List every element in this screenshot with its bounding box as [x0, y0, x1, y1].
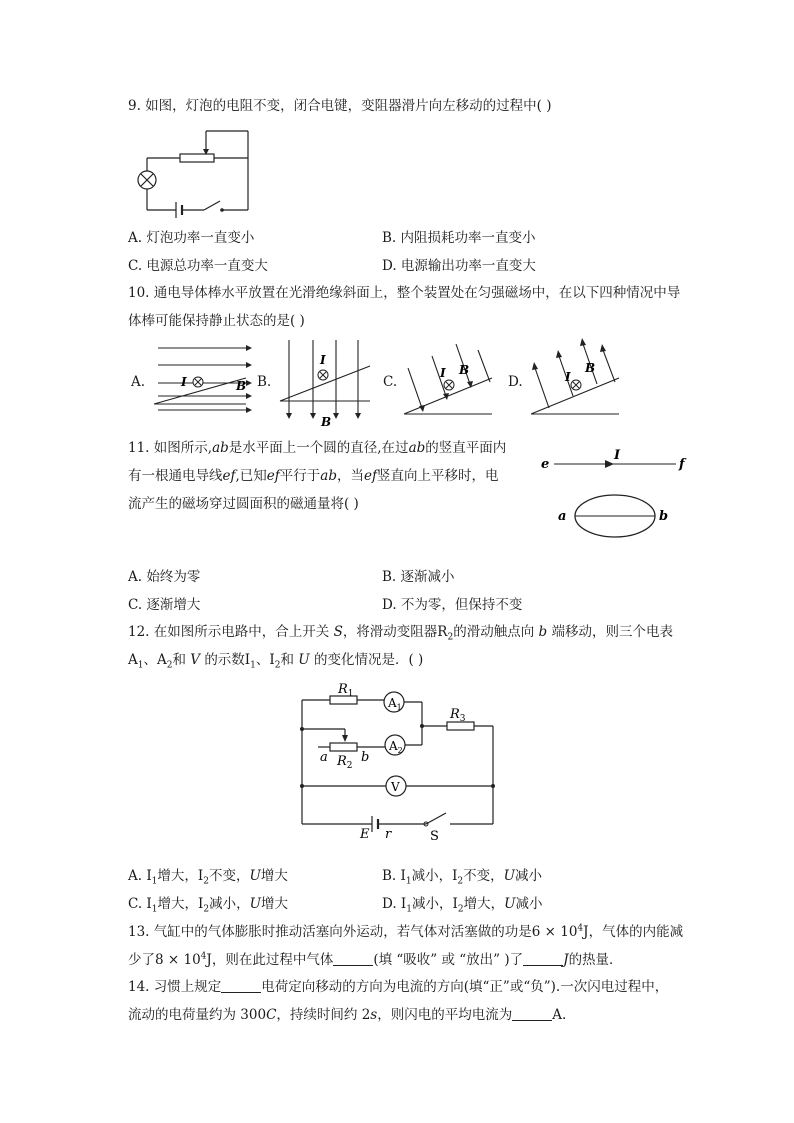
q11-option-d: D. 不为零，但保持不变 [382, 597, 523, 613]
q10-fig-b-field-label: B [321, 415, 332, 429]
q13-line1: 13. 气缸中的气体膨胀时推动活塞向外运动，若气体对活塞做的功是$6 \times 10^4J$，气体的内能减 [128, 923, 684, 940]
q9-option-c: C. 电源总功率一直变大 [128, 258, 268, 274]
q12-fig-r2-label: R [337, 754, 347, 769]
q10-fig-c-field-label: B [459, 363, 470, 377]
q9-option-a: A. 灯泡功率一直变小 [128, 230, 255, 246]
q12-fig-a-label: a [320, 750, 328, 765]
q11-fig-current-label: I [614, 448, 621, 463]
q10-fig-c-current-label: I [440, 366, 446, 380]
q11-stem-line3: 流产生的磁场穿过圆面积的磁通量将( ) [128, 496, 359, 512]
q12-fig-r3-label: R [450, 707, 460, 722]
q11-figure [538, 448, 688, 548]
svg-text:A1: $A_1$ [388, 696, 402, 712]
svg-text:R1: $R_1$ [338, 682, 354, 699]
q12-option-b: B. $I_1$减小，$I_2$不变，U减小 [382, 868, 543, 887]
svg-text:A2: $A_2$ [389, 739, 403, 755]
q11-fig-e-label: e [541, 457, 550, 472]
q11-fig-b-label: b [659, 509, 669, 524]
q12-option-c: C. $I_1$增大，$I_2$减小，U增大 [128, 896, 288, 915]
q10-fig-b-current-label: I [320, 353, 326, 367]
q14-line1: 14. 习惯上规定 电荷定向移动的方向为电流的方向(填“正”或“负”).一次闪电过程中， [128, 979, 669, 995]
q10-figure-b [272, 338, 377, 428]
q12-circuit-figure [290, 678, 500, 843]
q10-figure-a [150, 338, 255, 418]
q12-fig-r1-label: R [338, 682, 348, 697]
q9-option-d: D. 电源输出功率一直变大 [382, 258, 536, 274]
q13-blank-1[interactable] [333, 951, 373, 966]
q13-blank-2[interactable] [523, 951, 563, 966]
q12-fig-v-label: V [391, 780, 400, 794]
q10-fig-c-label: C. [383, 374, 398, 390]
q12-stem-line1: 12. 在如图所示电路中，合上开关 S，将滑动变阻器$R_2$的滑动触点向 b 端移动，则三个电表 [128, 624, 673, 643]
q11-fig-a-label: a [558, 509, 567, 524]
q10-fig-a-current-label: I [181, 375, 187, 389]
q10-fig-d-field-label: B [585, 361, 596, 375]
q10-figure-c [400, 340, 495, 420]
q13-line2: 少了$8 \times 10^4J$，则在此过程中气体 (填 “吸收” 或 “放出” )了 J的热量． [128, 951, 623, 968]
q12-fig-e-label: E [360, 827, 370, 842]
q9-circuit-figure [128, 125, 258, 220]
svg-text:R2: $R_2$ [337, 754, 353, 771]
q11-option-c: C. 逐渐增大 [128, 597, 201, 613]
q10-stem-line2: 体棒可能保持静止状态的是( ) [128, 313, 305, 329]
q12-fig-a1-label: A [388, 696, 397, 710]
q10-stem-line1: 10. 通电导体棒水平放置在光滑绝缘斜面上，整个装置处在匀强磁场中，在以下四种情况中导 [128, 285, 681, 301]
q10-fig-b-label: B. [257, 374, 272, 390]
svg-text:R3: $R_3$ [450, 707, 466, 724]
q12-fig-s-label: S [430, 829, 439, 844]
q14-blank-1[interactable] [221, 978, 261, 993]
q11-option-a: A. 始终为零 [128, 569, 201, 585]
q12-option-a: A. $I_1$增大，$I_2$不变，U增大 [128, 868, 288, 887]
q11-fig-f-label: f [679, 457, 685, 472]
q10-fig-d-current-label: I [565, 370, 571, 384]
q10-fig-a-label: A. [131, 374, 146, 390]
q9-option-b: B. 内阻损耗功率一直变小 [382, 230, 536, 246]
q12-stem-line2: $A_1$、$A_2$和 V 的示数$I_1$、$I_2$和 U 的变化情况是．( ) [128, 652, 424, 671]
q11-stem-line1: 11. 如图所示,ab是水平面上一个圆的直径,在过ab的竖直平面内 [128, 440, 507, 456]
q12-fig-b-label: b [361, 750, 370, 765]
q14-line2: 流动的电荷量约为 300C，持续时间约 2s，则闪电的平均电流为 A. [128, 1007, 567, 1023]
q11-stem-line2: 有一根通电导线ef,已知ef平行于ab，当ef竖直向上平移时，电 [128, 468, 499, 484]
q10-fig-d-label: D. [508, 374, 523, 390]
q14-blank-2[interactable] [512, 1006, 552, 1021]
q12-fig-a2-label: A [389, 739, 398, 753]
q9-stem: 9. 如图，灯泡的电阻不变，闭合电键，变阻器滑片向左移动的过程中( ) [128, 98, 552, 114]
q11-option-b: B. 逐渐减小 [382, 569, 455, 585]
q10-figure-d [527, 340, 622, 420]
q12-option-d: D. $I_1$减小，$I_2$增大，U减小 [382, 896, 543, 915]
q12-fig-r-label: r [385, 827, 392, 842]
q10-fig-a-field-label: B [236, 379, 247, 393]
